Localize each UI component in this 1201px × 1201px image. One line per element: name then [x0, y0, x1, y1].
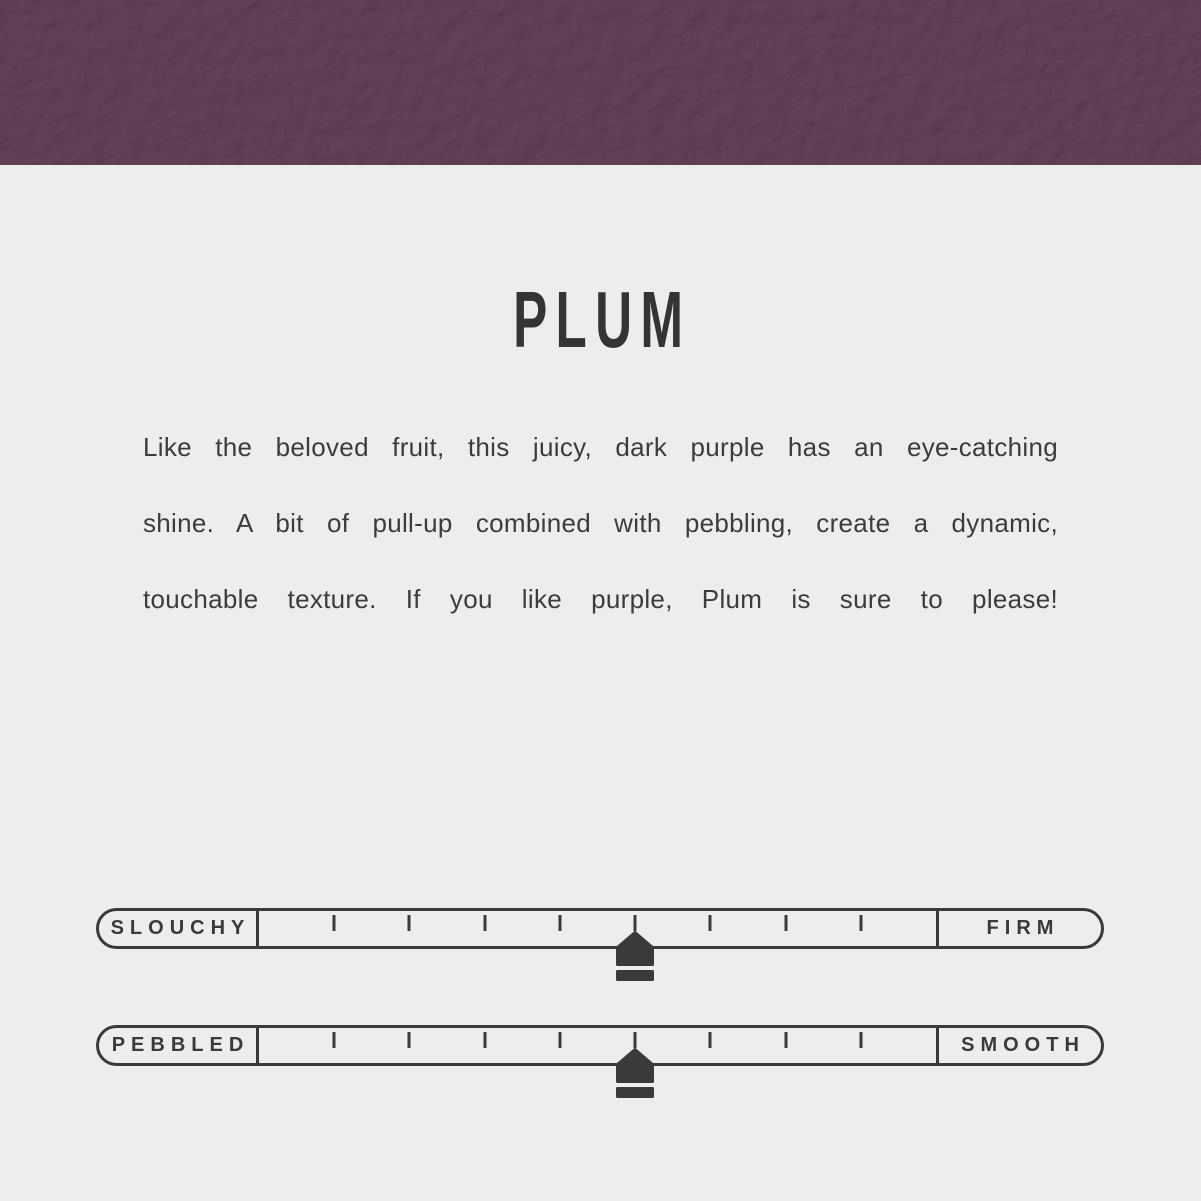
- firmness-scale: [96, 908, 1104, 949]
- tick-mark: [333, 915, 336, 931]
- description-line: shine. A bit of pull-up combined with pebbling, create a dynamic,: [143, 508, 1058, 538]
- title-row: [0, 274, 1201, 366]
- tick-mark: [859, 1032, 862, 1048]
- page-title: PLUM: [513, 275, 692, 364]
- scale-position-marker-icon: [616, 931, 654, 981]
- scale-left-label: SLOUCHY: [99, 911, 259, 946]
- tick-mark: [408, 1032, 411, 1048]
- leather-swatch-image: [0, 0, 1201, 165]
- firmness-scale-pill: [96, 908, 1104, 949]
- texture-scale-pill: [96, 1025, 1104, 1066]
- scale-position-marker-icon: [616, 1048, 654, 1098]
- scale-track: [259, 911, 936, 946]
- scale-right-label: FIRM: [936, 911, 1101, 946]
- scale-right-label: SMOOTH: [936, 1028, 1101, 1063]
- color-description: [143, 432, 1058, 660]
- description-line: touchable texture. If you like purple, Plum is sure to please!: [143, 584, 1058, 614]
- tick-mark: [784, 915, 787, 931]
- tick-mark: [859, 915, 862, 931]
- tick-mark: [483, 915, 486, 931]
- texture-scale: [96, 1025, 1104, 1066]
- scale-track: [259, 1028, 936, 1063]
- tick-mark: [634, 1032, 637, 1048]
- leather-texture-graphic: [0, 0, 1201, 165]
- tick-mark: [558, 1032, 561, 1048]
- description-line: Like the beloved fruit, this juicy, dark purple has an eye-catching: [143, 432, 1058, 462]
- tick-mark: [558, 915, 561, 931]
- tick-mark: [333, 1032, 336, 1048]
- tick-mark: [634, 915, 637, 931]
- tick-mark: [784, 1032, 787, 1048]
- tick-mark: [709, 1032, 712, 1048]
- scale-left-label: PEBBLED: [99, 1028, 259, 1063]
- tick-mark: [709, 915, 712, 931]
- tick-mark: [408, 915, 411, 931]
- tick-mark: [483, 1032, 486, 1048]
